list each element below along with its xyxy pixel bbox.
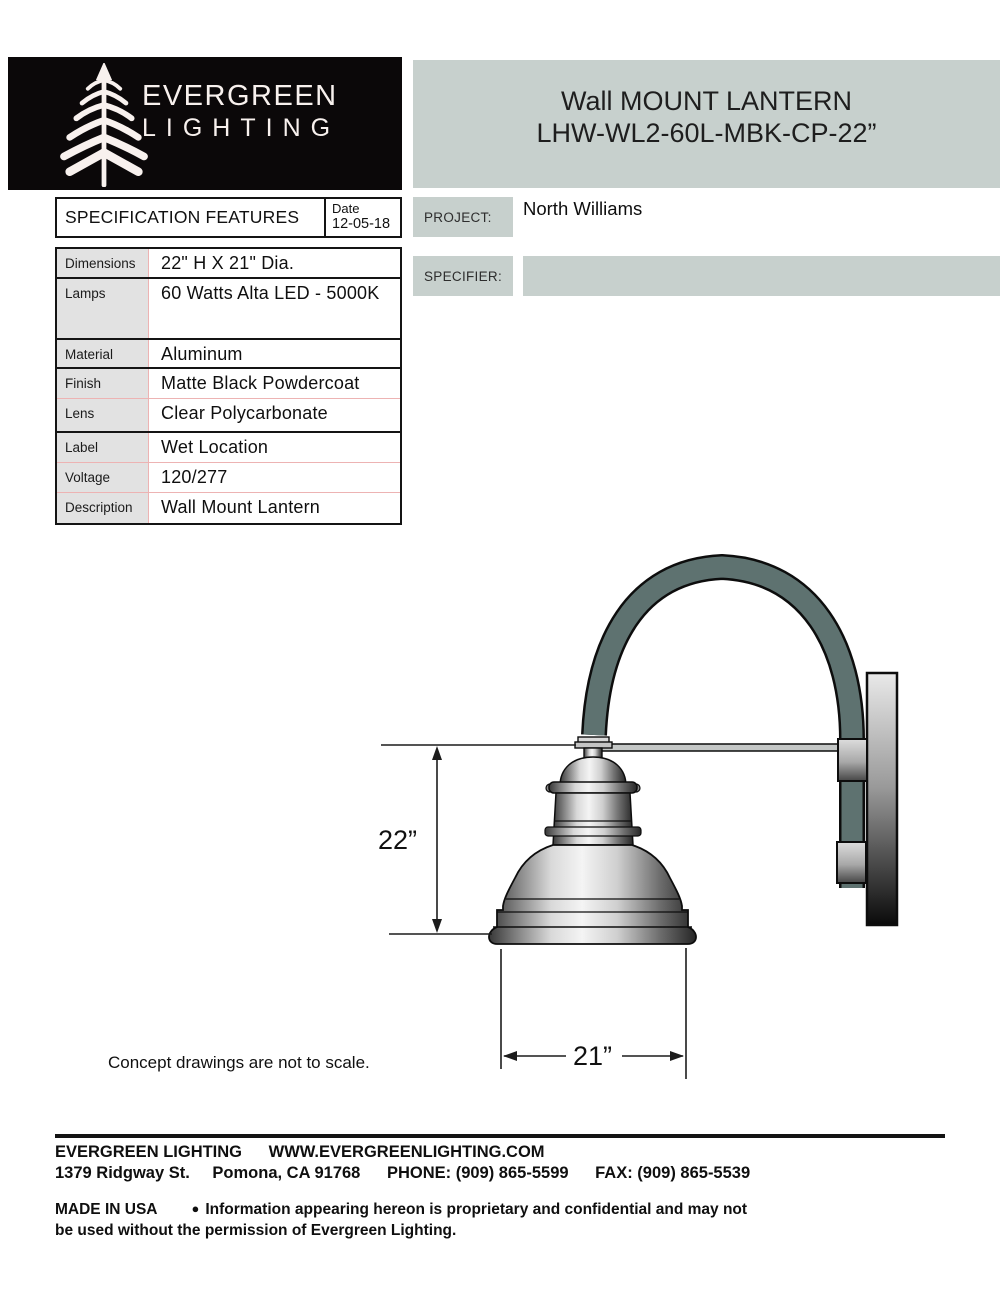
footer-website: WWW.EVERGREENLIGHTING.COM: [268, 1143, 545, 1161]
spec-table-row: [57, 463, 400, 493]
spec-label: Dimensions: [57, 249, 148, 277]
spec-table-row: [57, 399, 400, 433]
spec-value: Clear Polycarbonate: [148, 399, 400, 431]
width-dimension-label: 21”: [573, 1041, 613, 1071]
pine-tree-icon: [54, 63, 154, 187]
brand-logo-box: [8, 57, 402, 190]
brand-name-line1: EVERGREEN: [142, 80, 338, 112]
footer-divider: [55, 1134, 945, 1138]
legal-text-line2: be used without the permission of Evergreen Lighting.: [55, 1222, 457, 1239]
spec-value: Wet Location: [148, 433, 400, 462]
footer-address: 1379 Ridgway St.: [55, 1164, 190, 1182]
footer-company-line: [55, 1143, 545, 1162]
spec-label: Material: [57, 340, 148, 367]
product-title-box: [413, 60, 1000, 188]
project-label: PROJECT:: [424, 209, 492, 225]
footer-company: EVERGREEN LIGHTING: [55, 1143, 243, 1161]
spec-table-row: [57, 249, 400, 279]
spec-table-row: [57, 369, 400, 399]
brand-wordmark: [142, 81, 340, 142]
wall-plate-shape: [867, 673, 897, 925]
spec-features-title: SPECIFICATION FEATURES: [65, 207, 300, 227]
date-cell: [324, 199, 400, 236]
bullet-icon: ●: [191, 1201, 200, 1216]
product-title: Wall MOUNT LANTERN: [560, 86, 852, 116]
project-label-box: [413, 197, 513, 237]
made-in-usa-label: MADE IN USA: [55, 1201, 158, 1218]
footer-contact-line: [55, 1164, 750, 1183]
spec-features-header: [55, 197, 402, 238]
specifier-label-box: [413, 256, 513, 296]
spec-value: Wall Mount Lantern: [148, 493, 400, 523]
legal-text-line1: Information appearing hereon is proprietary and confidential and may not: [205, 1201, 748, 1218]
spec-label: Voltage: [57, 463, 148, 492]
width-dimension: [501, 948, 686, 1079]
height-dimension-label: 22”: [378, 825, 418, 855]
footer-city: Pomona, CA 91768: [212, 1164, 361, 1182]
footer-fax: FAX: (909) 865-5539: [595, 1164, 751, 1182]
spec-table-row: [57, 433, 400, 463]
concept-drawing: [350, 545, 910, 1090]
product-model-number: LHW-WL2-60L-MBK-CP-22”: [536, 118, 877, 148]
spec-label: Label: [57, 433, 148, 462]
spec-value: 60 Watts Alta LED - 5000K: [148, 279, 400, 338]
footer-phone: PHONE: (909) 865-5599: [386, 1164, 569, 1182]
spec-label: Finish: [57, 369, 148, 398]
spec-label: Lens: [57, 399, 148, 431]
date-label: Date: [332, 201, 360, 216]
brand-name-line2: LIGHTING: [142, 114, 341, 142]
bell-shade-shape: [489, 737, 696, 944]
spec-value: 120/277: [148, 463, 400, 492]
spec-value: 22" H X 21" Dia.: [148, 249, 400, 277]
spec-table-row: [57, 279, 400, 340]
spec-value: Matte Black Powdercoat: [148, 369, 400, 398]
spec-label: Description: [57, 493, 148, 523]
specifier-label: SPECIFIER:: [424, 268, 503, 284]
date-value: 12-05-18: [332, 216, 391, 232]
mounting-rod-shape: [601, 744, 867, 751]
spec-label: Lamps: [57, 279, 148, 338]
legal-block: [55, 1198, 775, 1241]
spec-table-row: [57, 340, 400, 369]
specifier-value-field[interactable]: [523, 256, 1000, 296]
spec-value: Aluminum: [148, 340, 400, 367]
project-value: North Williams: [523, 198, 643, 219]
spec-table: [55, 247, 402, 525]
spec-table-row: [57, 493, 400, 523]
upper-bracket-shape: [838, 739, 867, 781]
lower-bracket-shape: [837, 842, 866, 883]
not-to-scale-note: Concept drawings are not to scale.: [108, 1053, 370, 1072]
